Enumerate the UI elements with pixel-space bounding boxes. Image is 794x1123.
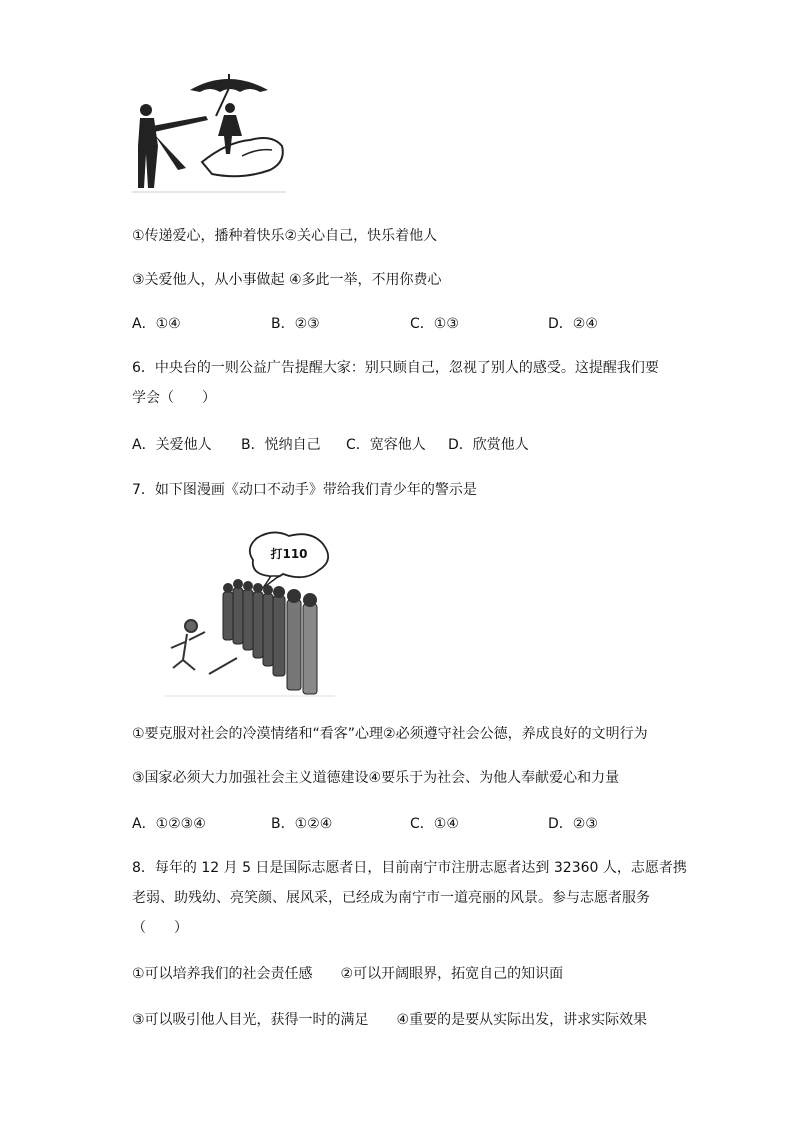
q5-option-a: A．①④: [132, 316, 181, 332]
q7-option-b: B．①②④: [271, 816, 333, 832]
q6-stem-line-2: 学会（ ）: [132, 390, 216, 406]
q5-statement-1: ①传递爱心，播种着快乐②关心自己，快乐着他人: [132, 228, 438, 244]
q5-statement-2: ③关爱他人，从小事做起 ④多此一举，不用你费心: [132, 272, 442, 288]
q7-option-a: A．①②③④: [132, 816, 206, 832]
q8-stem-line-1: 8．每年的 12 月 5 日是国际志愿者日，目前南宁市注册志愿者达到 32360 人，志愿者携: [132, 860, 687, 876]
q7-option-c: C．①④: [410, 816, 459, 832]
q5-option-d: D．②④: [548, 316, 598, 332]
q8-stem-line-3: （ ）: [132, 920, 188, 936]
q6-option-a: A．关爱他人: [132, 437, 212, 453]
q8-statement-2: ③可以吸引他人目光，获得一时的满足 ④重要的是要从实际出发，讲求实际效果: [132, 1012, 648, 1028]
q6-option-b: B．悦纳自己: [241, 437, 321, 453]
q7-option-d: D．②③: [548, 816, 598, 832]
umbrella-cartoon-image: [132, 70, 286, 194]
q8-stem-line-2: 老弱、助残幼、亮笑颜、展风采，已经成为南宁市一道亮丽的风景。参与志愿者服务: [132, 890, 650, 906]
q6-option-d: D．欣赏他人: [448, 437, 529, 453]
q8-statement-1: ①可以培养我们的社会责任感 ②可以开阔眼界，拓宽自己的知识面: [132, 966, 564, 982]
speech-bubble-text: 打110: [270, 547, 308, 561]
q7-stem: 7．如下图漫画《动口不动手》带给我们青少年的警示是: [132, 482, 477, 498]
bystander-cartoon-image: [165, 530, 335, 698]
q7-statement-2: ③国家必须大力加强社会主义道德建设④要乐于为社会、为他人奉献爱心和力量: [132, 770, 620, 786]
q6-option-c: C．宽容他人: [346, 437, 426, 453]
q5-option-b: B．②③: [271, 316, 320, 332]
q7-statement-1: ①要克服对社会的冷漠情绪和“看客”心理②必须遵守社会公德，养成良好的文明行为: [132, 726, 648, 742]
q5-option-c: C．①③: [410, 316, 459, 332]
q6-stem-line-1: 6．中央台的一则公益广告提醒大家：别只顾自己，忽视了别人的感受。这提醒我们要: [132, 360, 659, 376]
